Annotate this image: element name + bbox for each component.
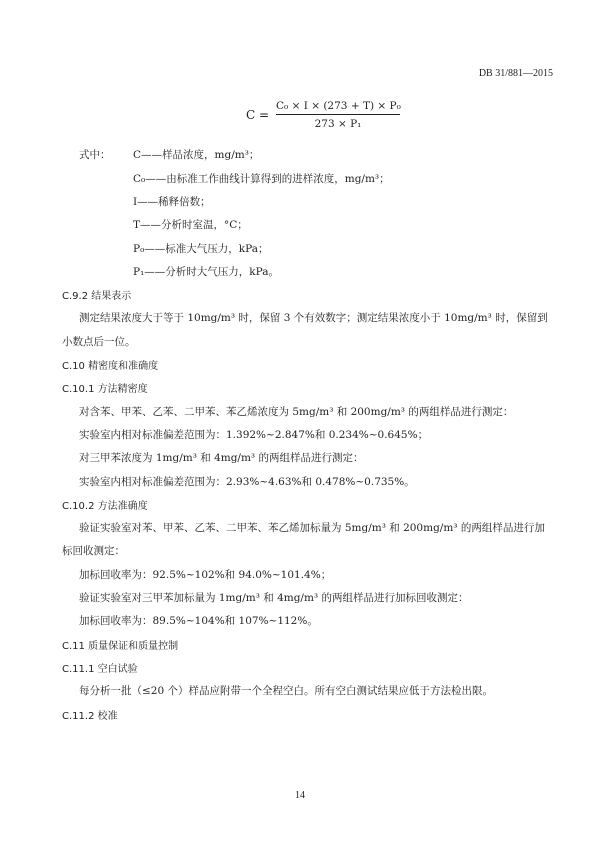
section-heading-c111: C.11.1 空白试验 bbox=[62, 664, 138, 675]
formula-lhs: C = bbox=[246, 108, 270, 122]
paragraph-line: 实验室内相对标准偏差范围为：2.93%~4.63%和 0.478%~0.735%。 bbox=[79, 476, 415, 488]
paragraph-line: 加标回收率为：92.5%~102%和 94.0%~101.4%； bbox=[79, 569, 332, 581]
paragraph-line: 加标回收率为：89.5%~104%和 107%~112%。 bbox=[79, 615, 318, 627]
fraction-bar bbox=[276, 114, 400, 115]
formula-fraction bbox=[276, 99, 400, 131]
where-item-i: I——稀释倍数； bbox=[133, 196, 211, 208]
where-item-t: T——分析时室温，°C； bbox=[133, 219, 248, 231]
paragraph-line: 每分析一批（≤20 个）样品应附带一个全程空白。所有空白测试结果应低于方法检出限。 bbox=[79, 685, 493, 697]
section-heading-c92: C.9.2 结果表示 bbox=[62, 291, 132, 302]
concentration-formula bbox=[246, 99, 401, 133]
where-item-p1: P₁——分析时大气压力，kPa。 bbox=[133, 266, 279, 278]
paragraph-line: 实验室内相对标准偏差范围为：1.392%~2.847%和 0.234%~0.645%； bbox=[79, 429, 429, 441]
section-heading-c11: C.11 质量保证和质量控制 bbox=[62, 641, 179, 652]
section-heading-c112: C.11.2 校准 bbox=[62, 711, 118, 722]
paragraph-line: 测定结果浓度大于等于 10mg/m³ 时，保留 3 个有效数字；测定结果浓度小于 10mg/m³ 时，保留到 bbox=[79, 312, 548, 324]
where-item-c: C——样品浓度，mg/m³； bbox=[133, 149, 260, 161]
where-item-c0: C₀——由标准工作曲线计算得到的进样浓度，mg/m³； bbox=[133, 173, 390, 185]
where-label: 式中： bbox=[79, 149, 111, 161]
where-item-p0: P₀——标准大气压力，kPa； bbox=[133, 243, 269, 255]
paragraph-line: 验证实验室对三甲苯加标量为 1mg/m³ 和 4mg/m³ 的两组样品进行加标回收测定： bbox=[79, 592, 469, 604]
paragraph-line: 标回收测定： bbox=[62, 545, 125, 557]
page-number: 14 bbox=[295, 790, 305, 801]
paragraph-line: 小数点后一位。 bbox=[62, 336, 136, 348]
paragraph-line: 对含苯、甲苯、乙苯、二甲苯、苯乙烯浓度为 5mg/m³ 和 200mg/m³ 的两组样品进行测定： bbox=[79, 406, 514, 418]
section-heading-c10: C.10 精密度和准确度 bbox=[62, 361, 159, 372]
document-id-header: DB 31/881—2015 bbox=[478, 68, 553, 79]
section-heading-c102: C.10.2 方法准确度 bbox=[62, 501, 148, 512]
formula-denominator: 273 × P₁ bbox=[314, 118, 362, 130]
section-heading-c101: C.10.1 方法精密度 bbox=[62, 384, 148, 395]
paragraph-line: 对三甲苯浓度为 1mg/m³ 和 4mg/m³ 的两组样品进行测定： bbox=[79, 452, 364, 464]
formula-numerator: C₀ × I × (273 + T) × P₀ bbox=[276, 100, 401, 112]
paragraph-line: 验证实验室对苯、甲苯、乙苯、二甲苯、苯乙烯加标量为 5mg/m³ 和 200mg/m³ 的两组样品进行加 bbox=[79, 522, 545, 534]
